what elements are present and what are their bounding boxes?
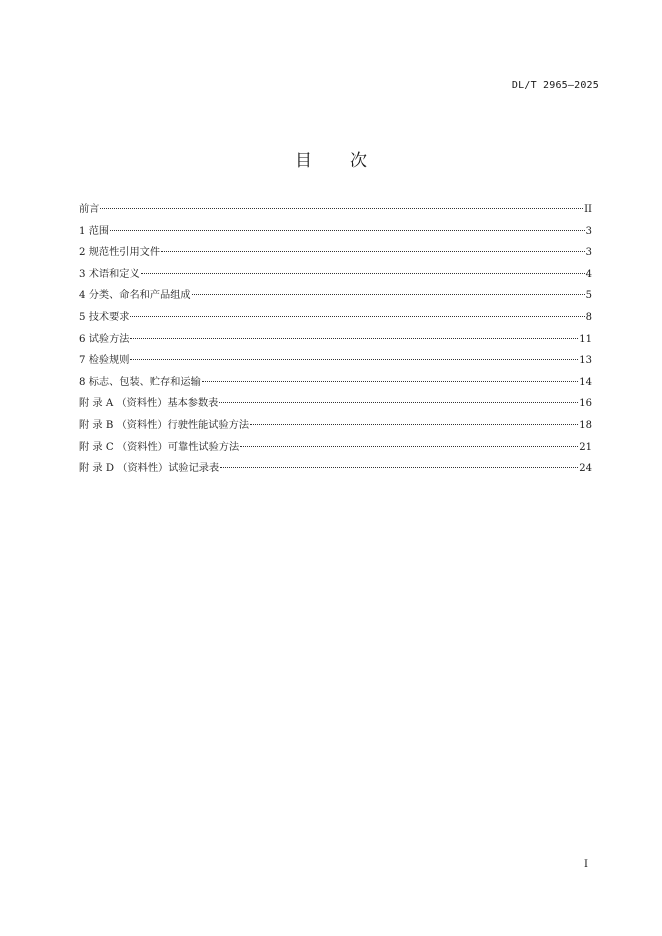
toc-entry-label: 前言	[79, 204, 100, 215]
toc-entry-label: 附 录 D （资料性）试验记录表	[79, 463, 220, 475]
dot-leader	[100, 208, 583, 209]
toc-entry-label: 8 标志、包装、贮存和运输	[79, 376, 201, 388]
toc-entry-page: 3	[585, 225, 592, 237]
toc-entry-label: 附 录 B （资料性）行驶性能试验方法	[79, 419, 250, 431]
dot-leader	[240, 446, 578, 447]
page-number: I	[584, 859, 588, 870]
toc-entry-page: 13	[579, 355, 592, 367]
toc-entry-terms-definitions[interactable]	[79, 264, 592, 286]
toc-entry-page: 16	[579, 398, 592, 410]
dot-leader	[130, 359, 578, 360]
toc-entry-label: 5 技术要求	[79, 311, 130, 323]
dot-leader	[250, 424, 578, 425]
toc-entry-classification[interactable]	[79, 285, 592, 307]
toc-entry-page: 8	[585, 311, 592, 323]
dot-leader	[161, 251, 585, 252]
toc-entry-page: 24	[579, 463, 592, 475]
toc-entry-page: 5	[585, 290, 592, 302]
toc-entry-test-methods[interactable]	[79, 329, 592, 351]
toc-entry-appendix-a[interactable]	[79, 393, 592, 415]
toc-entry-marking-packaging[interactable]	[79, 372, 592, 394]
toc-entry-label: 2 规范性引用文件	[79, 247, 161, 259]
toc-entry-scope[interactable]	[79, 221, 592, 243]
toc-entry-label: 7 检验规则	[79, 355, 130, 367]
toc-entry-foreword[interactable]	[79, 199, 592, 221]
toc-entry-page: II	[584, 204, 592, 215]
dot-leader	[110, 230, 585, 231]
dot-leader	[192, 294, 585, 295]
dot-leader	[141, 273, 585, 274]
toc-entry-label: 附 录 A （资料性）基本参数表	[79, 398, 219, 410]
document-code: DL/T 2965—2025	[511, 80, 599, 91]
toc-entry-label: 3 术语和定义	[79, 268, 140, 280]
toc-entry-inspection-rules[interactable]	[79, 350, 592, 372]
toc-entry-label: 4 分类、命名和产品组成	[79, 290, 191, 302]
table-of-contents	[79, 199, 592, 480]
toc-entry-normative-references[interactable]	[79, 242, 592, 264]
dot-leader	[220, 467, 578, 468]
toc-entry-label: 6 试验方法	[79, 333, 130, 345]
dot-leader	[202, 381, 578, 382]
toc-entry-technical-requirements[interactable]	[79, 307, 592, 329]
toc-entry-page: 11	[579, 333, 592, 345]
toc-entry-page: 21	[579, 441, 592, 453]
dot-leader	[130, 338, 578, 339]
toc-entry-page: 3	[585, 247, 592, 259]
page-title	[0, 146, 662, 171]
toc-entry-page: 14	[579, 376, 592, 388]
dot-leader	[130, 316, 584, 317]
toc-entry-page: 4	[585, 268, 592, 280]
toc-entry-label: 1 范围	[79, 225, 110, 237]
toc-entry-appendix-d[interactable]	[79, 458, 592, 480]
title-char-1: 目	[295, 151, 312, 171]
toc-entry-appendix-c[interactable]	[79, 437, 592, 459]
dot-leader	[219, 402, 578, 403]
toc-entry-label: 附 录 C （资料性）可靠性试验方法	[79, 441, 240, 453]
toc-entry-page: 18	[579, 419, 592, 431]
title-char-2: 次	[350, 151, 367, 171]
toc-entry-appendix-b[interactable]	[79, 415, 592, 437]
